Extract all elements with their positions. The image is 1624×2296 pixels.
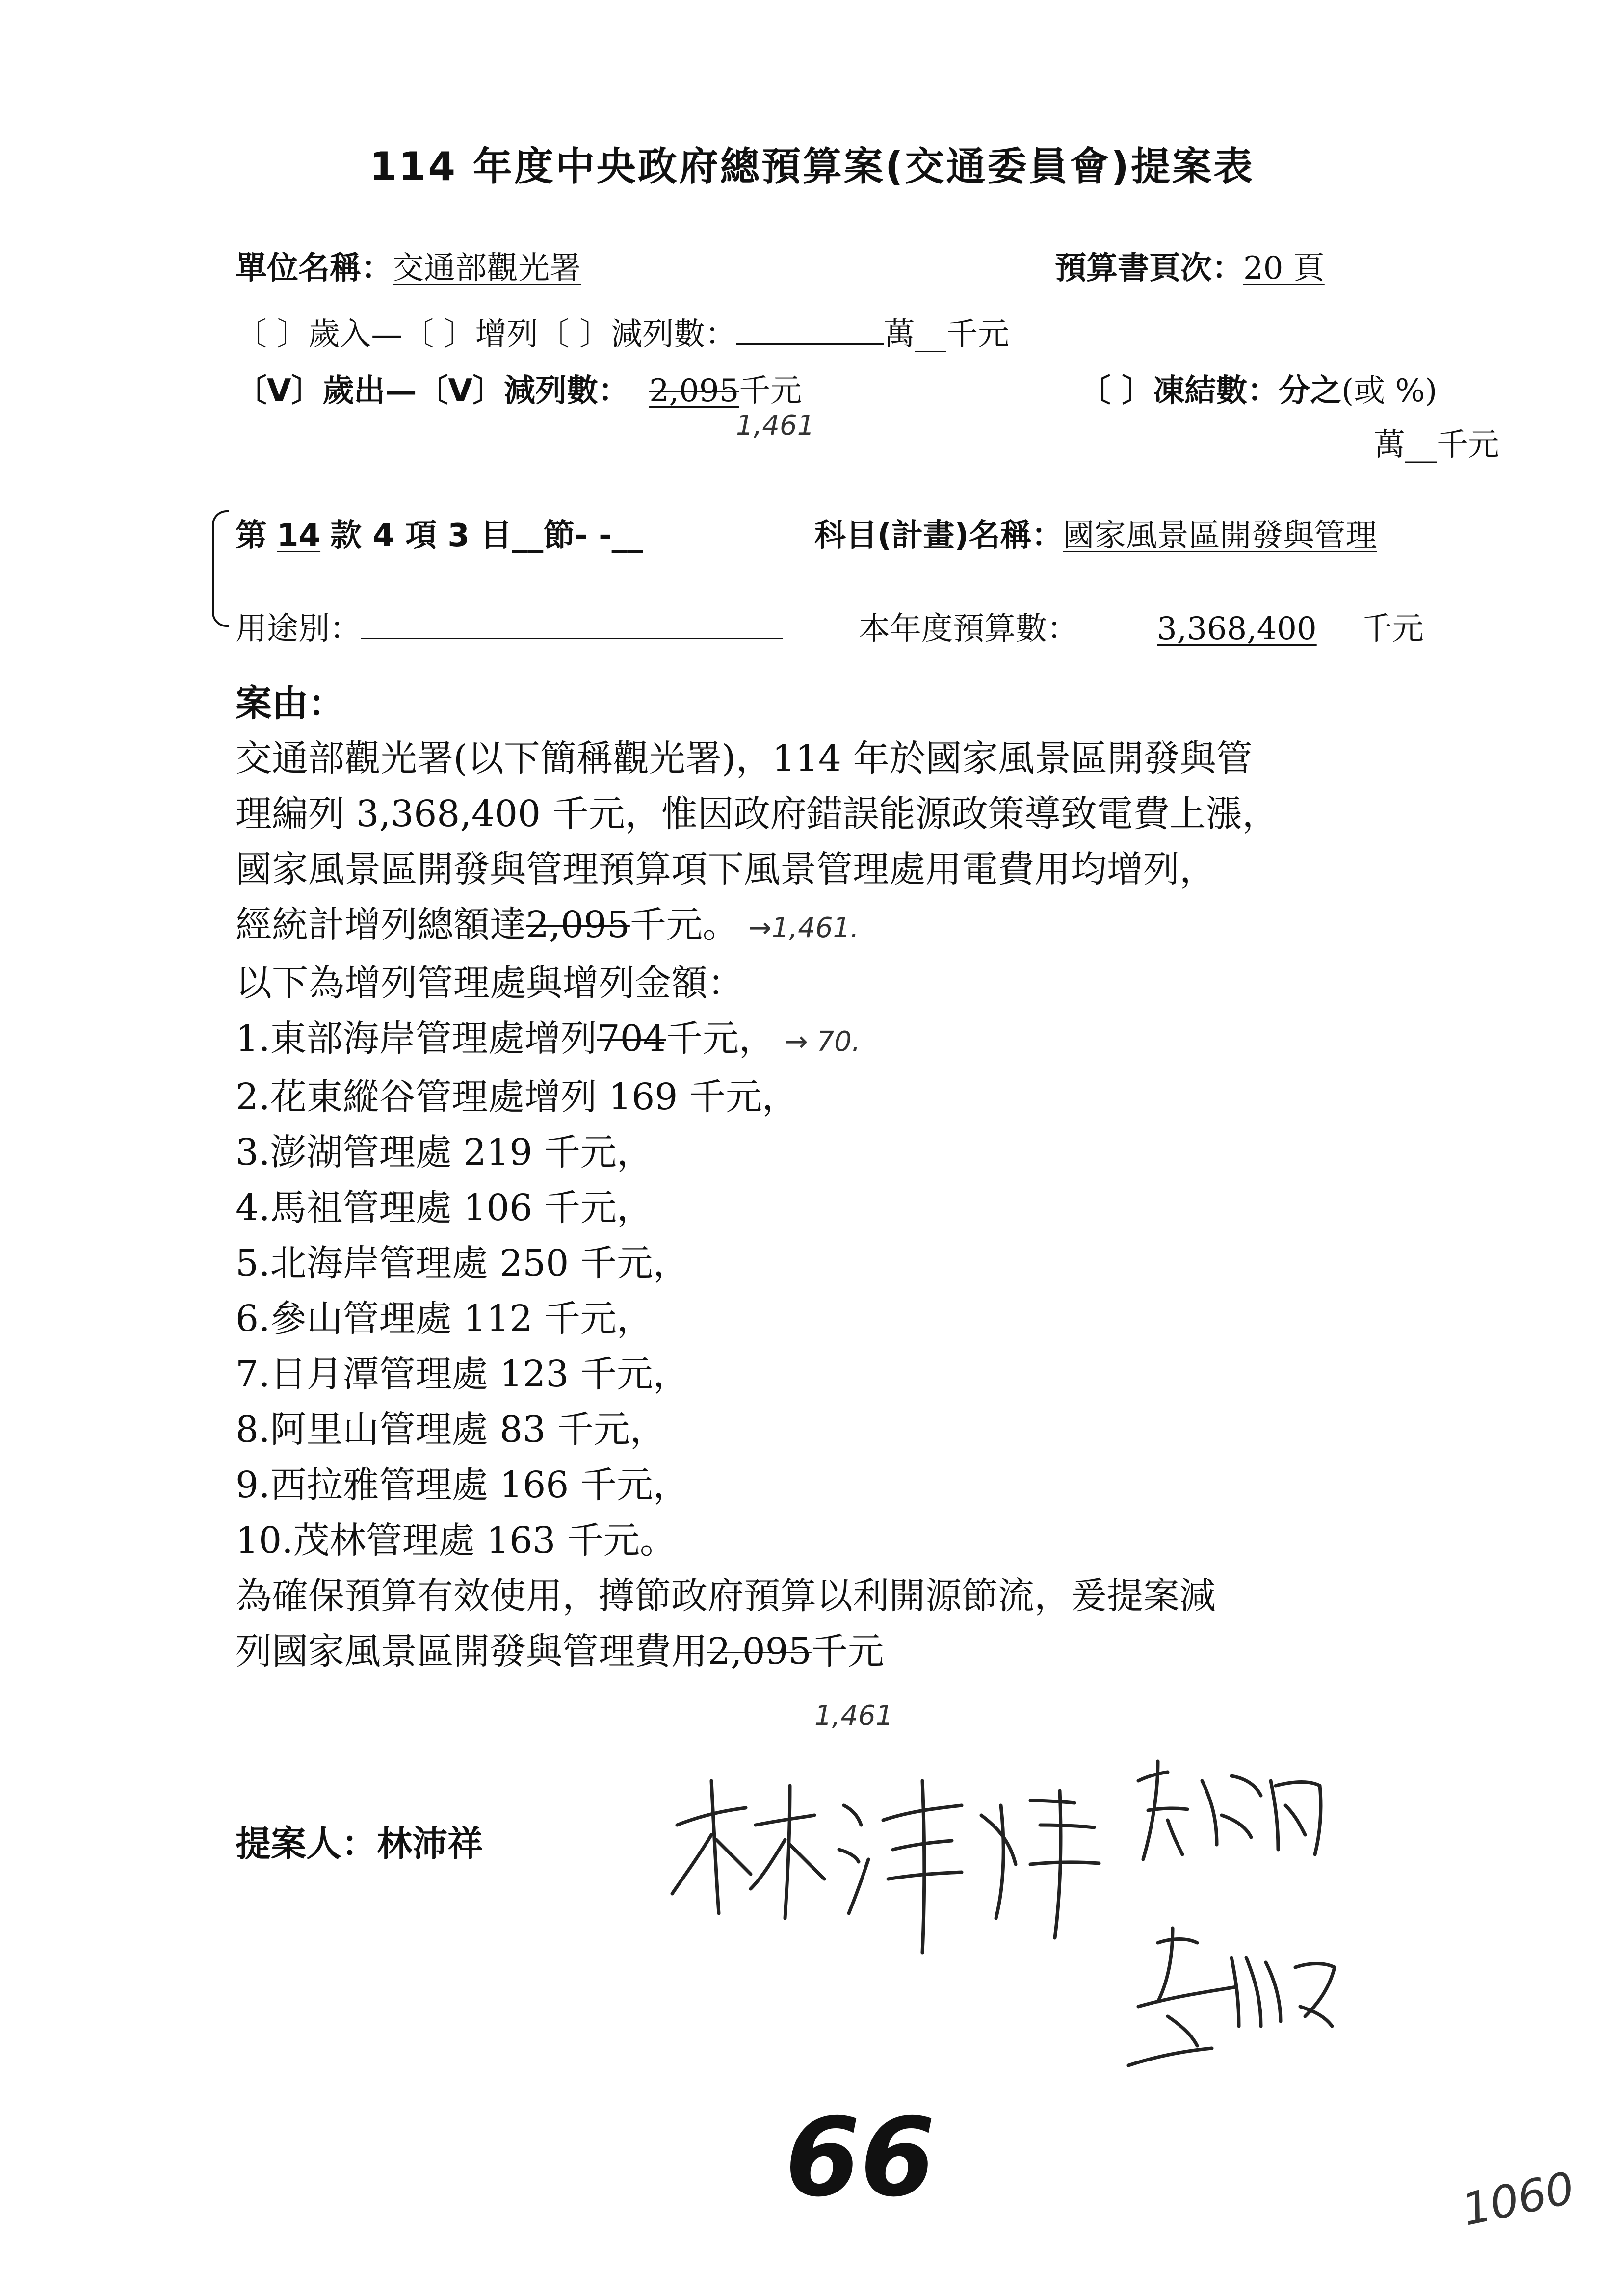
reason-body [236, 731, 1279, 1679]
unit-value: 交通部觀光署 [393, 250, 581, 287]
list-item: 5.北海岸管理處 250 千元， [236, 1242, 689, 1284]
page-ref-label: 預算書頁次： [1055, 250, 1243, 287]
list-item: 4.馬祖管理處 106 千元， [236, 1187, 653, 1229]
list-item: 7.日月潭管理處 123 千元， [236, 1353, 689, 1395]
list-item: 2.花東縱谷管理處增列 169 千元， [236, 1076, 798, 1118]
budget-label: 本年度預算數： [859, 611, 1078, 647]
proposer-label: 提案人： [236, 1823, 377, 1864]
page-ref-row [1055, 243, 1325, 288]
list-item: 9.西拉雅管理處 166 千元， [236, 1464, 689, 1506]
list-intro: 以下為增列管理處與增列金額： [236, 962, 744, 1004]
section-prefix: 第 [236, 518, 267, 554]
subject-label: 科目(計畫)名稱： [814, 518, 1063, 554]
page-number: 66 [785, 2095, 936, 2220]
usage-label: 用途別： [236, 611, 361, 647]
corner-number: 1060 [1458, 2162, 1579, 2236]
signatures-image [657, 1751, 1344, 2124]
subject-value: 國家風景區開發與管理 [1063, 518, 1377, 554]
form-title: 114 年度中央政府總預算案(交通委員會)提案表 [369, 144, 1255, 189]
total-line: 經統計增列總額達2,095千元。 →1,461. [236, 904, 859, 946]
body-line: 交通部觀光署(以下簡稱觀光署)，114 年於國家風景區開發與管 [236, 737, 1253, 780]
handwritten-correction-2: 1,461 [814, 1700, 893, 1732]
body-line: 理編列 3,368,400 千元，惟因政府錯誤能源政策導致電費上漲， [236, 793, 1279, 835]
reason-heading: 案由： [236, 682, 344, 725]
unit-label: 單位名稱： [236, 250, 393, 287]
handwritten-total: →1,461. [748, 912, 859, 944]
section-bracket [212, 510, 229, 627]
usage-row [236, 603, 783, 649]
expenditure-row [236, 365, 802, 411]
budget-unit: 千元 [1361, 611, 1424, 647]
expenditure-amount: 2,095 [649, 373, 739, 409]
section-row [236, 510, 643, 555]
closing-line: 為確保預算有效使用，撙節政府預算以利開源節流，爰提案減 [236, 1575, 1216, 1617]
freeze-unit: 萬__千元 [1374, 427, 1499, 463]
budget-row [859, 603, 1424, 649]
section-rest: 款 4 項 3 目__節- -__ [330, 518, 643, 554]
body-line: 國家風景區開發與管理預算項下風景管理處用電費用均增列， [236, 848, 1216, 890]
proposer-row [236, 1815, 483, 1866]
freeze-text: 〔 〕凍結數：分之 [1079, 373, 1342, 409]
unit-row [236, 243, 581, 288]
list-item: 6.參山管理處 112 千元， [236, 1298, 653, 1340]
revenue-blank [736, 312, 884, 345]
revenue-text: 〔 〕歲入—〔 〕增列〔 〕減列數： [236, 316, 737, 353]
expenditure-text: 〔V〕歲出—〔V〕減列數： [236, 373, 630, 409]
handwritten-correction-1: 1,461 [736, 410, 815, 442]
list-item: 8.阿里山管理處 83 千元， [236, 1409, 666, 1451]
page-ref-value: 20 頁 [1243, 250, 1325, 287]
section-kuan: 14 [277, 518, 321, 554]
budget-value: 3,368,400 [1157, 611, 1317, 647]
closing-line: 列國家風景區開發與管理費用2,095千元 [236, 1630, 884, 1672]
freeze-row [1079, 365, 1437, 411]
revenue-suffix: 萬__千元 [884, 316, 1010, 353]
list-item: 3.澎湖管理處 219 千元， [236, 1131, 653, 1174]
list-item: 10.茂林管理處 163 千元。 [236, 1519, 676, 1562]
handwritten-item1: → 70. [785, 1026, 861, 1058]
list-item: 1.東部海岸管理處增列704千元， → 70. [236, 1018, 861, 1060]
subject-row [814, 510, 1377, 555]
expenditure-suffix: 千元 [739, 373, 802, 409]
freeze-suffix: (或 %) [1341, 373, 1438, 409]
usage-blank [361, 606, 783, 639]
revenue-row [236, 309, 1009, 354]
proposer-name: 林沛祥 [377, 1823, 483, 1864]
